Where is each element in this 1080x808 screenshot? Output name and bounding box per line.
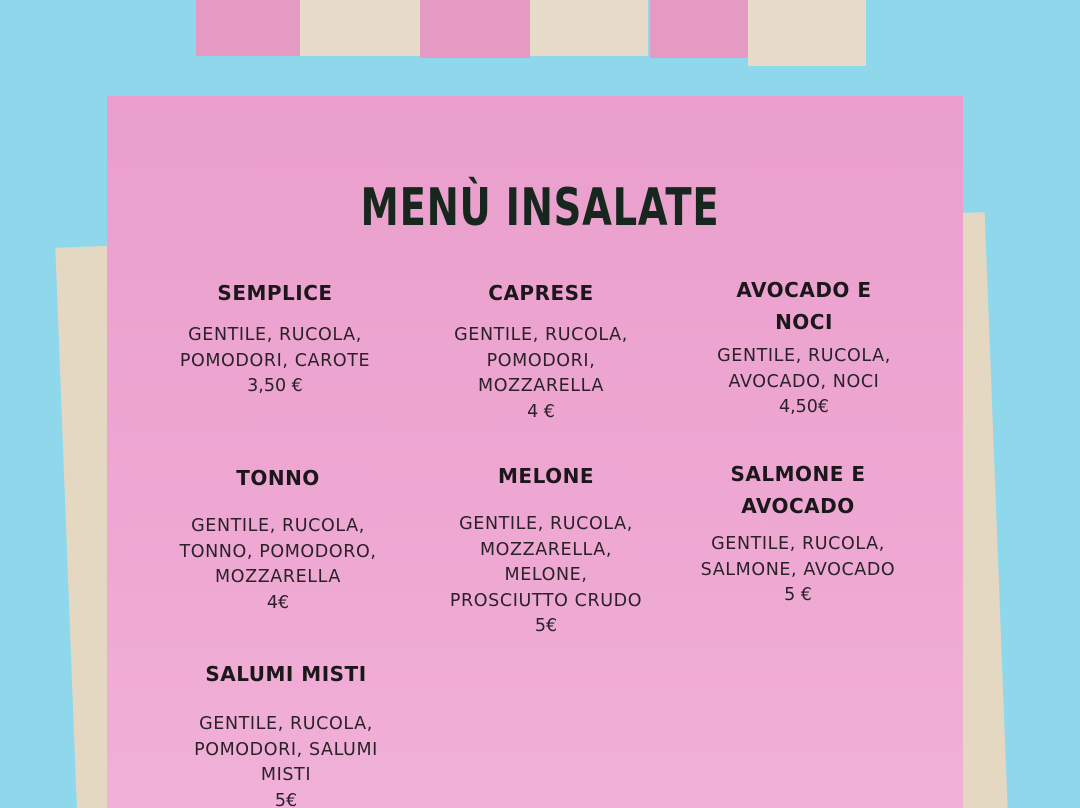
item-name: TONNO xyxy=(236,466,320,490)
item-description: GENTILE, RUCOLA, AVOCADO, NOCI xyxy=(717,346,891,392)
item-description: GENTILE, RUCOLA, SALMONE, AVOCADO xyxy=(700,534,896,580)
item-price: 5€ xyxy=(534,616,558,636)
menu-item-melone xyxy=(430,460,662,640)
item-price: 5€ xyxy=(274,790,298,808)
item-description: GENTILE, RUCOLA, POMODORI, CAROTE xyxy=(179,325,371,371)
item-description: GENTILE, RUCOLA, POMODORI, SALUMI MISTI xyxy=(194,714,378,785)
menu-item-tonno xyxy=(163,462,393,616)
pink-paper-strip xyxy=(650,0,748,58)
menu-item-salmone-e-avocado xyxy=(687,458,909,609)
item-name: MELONE xyxy=(498,464,594,488)
pink-paper-strip xyxy=(196,0,300,56)
beige-paper-strip xyxy=(300,0,420,56)
item-price: 4 € xyxy=(527,401,555,422)
menu-item-avocado-e-noci xyxy=(694,274,914,421)
item-name: AVOCADO E NOCI xyxy=(736,278,872,334)
menu-title: MENÙ INSALATE xyxy=(360,178,720,238)
item-price: 3,50 € xyxy=(247,376,303,396)
beige-paper-strip xyxy=(748,0,866,66)
item-description: GENTILE, RUCOLA, POMODORI, MOZZARELLA xyxy=(454,325,628,396)
item-name: SEMPLICE xyxy=(217,281,333,305)
pink-paper-strip xyxy=(420,0,530,58)
item-price: 4,50€ xyxy=(778,397,830,417)
item-name: SALMONE E AVOCADO xyxy=(730,462,866,518)
item-price: 4€ xyxy=(266,592,290,613)
item-price: 5 € xyxy=(784,585,812,605)
item-name: SALUMI MISTI xyxy=(205,662,367,686)
menu-item-caprese xyxy=(426,277,656,425)
item-description: GENTILE, RUCOLA, TONNO, POMODORO, MOZZARELLA xyxy=(179,516,377,587)
item-description: GENTILE, RUCOLA, MOZZARELLA, MELONE, PROSCIUTTO CRUDO xyxy=(449,514,643,611)
item-name: CAPRESE xyxy=(488,281,594,305)
menu-item-salumi-misti xyxy=(172,658,400,808)
menu-item-semplice xyxy=(160,277,390,400)
beige-paper-strip xyxy=(530,0,648,56)
